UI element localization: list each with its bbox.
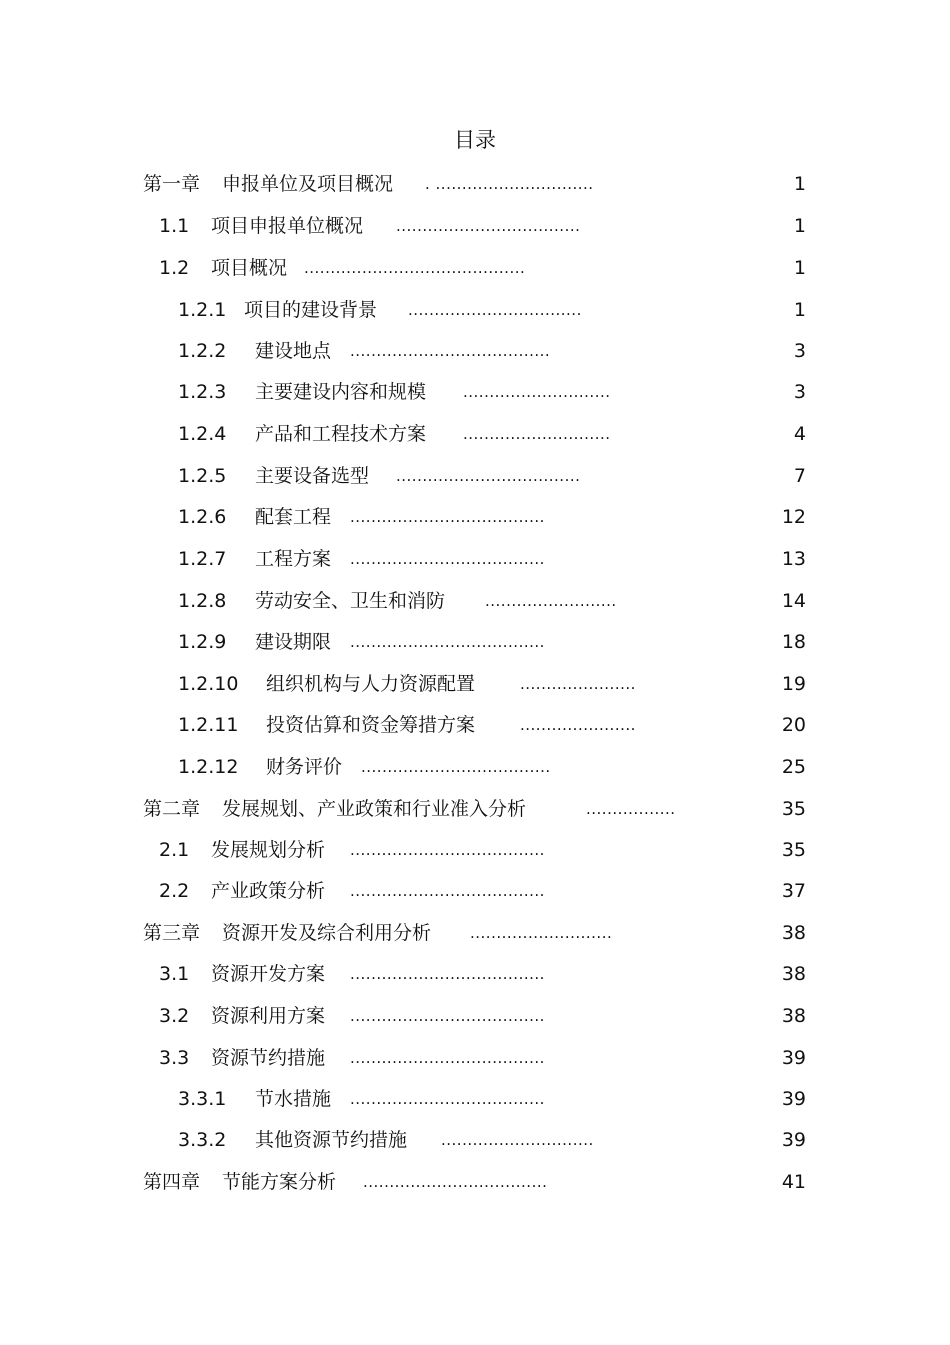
toc-entry-number: 1.2.10	[178, 673, 239, 695]
toc-entry-number: 1.2.11	[178, 714, 239, 736]
toc-entry-leader: .....................................	[350, 550, 545, 568]
toc-entry-number: 1.2.5	[178, 465, 227, 487]
toc-entry-number: 1.2.6	[178, 506, 227, 528]
toc-entry-leader: ......................................	[350, 342, 551, 360]
toc-entry-leader: .....................................	[350, 965, 545, 983]
toc-entry-page: 13	[781, 548, 806, 570]
toc-entry-leader: ......................	[520, 675, 636, 693]
toc-entry-subsection[interactable]	[0, 753, 950, 781]
toc-entry-leader: .....................................	[350, 508, 545, 526]
toc-entry-subsection[interactable]	[0, 420, 950, 448]
toc-entry-section[interactable]	[0, 254, 950, 282]
toc-entry-label: 劳动安全、卫生和消防	[255, 590, 446, 612]
toc-entry-number: 3.3	[159, 1047, 190, 1069]
toc-entry-page: 4	[793, 423, 806, 445]
toc-entry-subsection[interactable]	[0, 503, 950, 531]
toc-entry-page: 3	[793, 381, 806, 403]
toc-entry-label: 资源利用方案	[211, 1005, 326, 1027]
toc-entry-label: 资源开发方案	[211, 963, 326, 985]
toc-entry-label: 节能方案分析	[222, 1171, 337, 1193]
toc-entry-number: 3.3.2	[178, 1129, 227, 1151]
toc-entry-label: 发展规划分析	[211, 839, 326, 861]
toc-entry-leader: .........................	[485, 592, 617, 610]
toc-entry-section[interactable]	[0, 1044, 950, 1072]
toc-entry-leader: .....................................	[350, 633, 545, 651]
toc-entry-number: 3.2	[159, 1005, 190, 1027]
toc-entry-number: 1.1	[159, 215, 190, 237]
toc-entry-label: 项目的建设背景	[244, 299, 378, 321]
toc-entry-subsection[interactable]	[0, 587, 950, 615]
toc-entry-number: 1.2	[159, 257, 190, 279]
toc-entry-page: 38	[781, 1005, 806, 1027]
toc-entry-page: 18	[781, 631, 806, 653]
toc-entry-number: 3.1	[159, 963, 190, 985]
toc-entry-label: 资源开发及综合利用分析	[222, 922, 432, 944]
toc-entry-page: 1	[793, 257, 806, 279]
toc-entry-leader: .....................................	[350, 1007, 545, 1025]
toc-entry-subsection[interactable]	[0, 545, 950, 573]
toc-entry-section[interactable]	[0, 1002, 950, 1030]
toc-entry-number: 第三章	[143, 922, 201, 944]
toc-entry-chapter[interactable]	[0, 1168, 950, 1196]
toc-entry-page: 39	[781, 1129, 806, 1151]
toc-entry-page: 37	[781, 880, 806, 902]
toc-entry-leader: .................................	[408, 301, 582, 319]
toc-entry-leader: .....................................	[350, 1049, 545, 1067]
toc-entry-subsection[interactable]	[0, 1126, 950, 1154]
toc-entry-label: 发展规划、产业政策和行业准入分析	[222, 798, 527, 820]
toc-entry-number: 第二章	[143, 798, 201, 820]
toc-entry-leader: ....................................	[361, 758, 551, 776]
toc-entry-page: 20	[781, 714, 806, 736]
toc-entry-page: 19	[781, 673, 806, 695]
toc-entry-label: 产品和工程技术方案	[255, 423, 427, 445]
toc-entry-chapter[interactable]	[0, 795, 950, 823]
toc-entry-page: 41	[781, 1171, 806, 1193]
toc-entry-page: 7	[793, 465, 806, 487]
toc-entry-leader: . ..............................	[425, 175, 594, 193]
toc-entry-number: 1.2.7	[178, 548, 227, 570]
toc-entry-number: 1.2.1	[178, 299, 227, 321]
toc-entry-subsection[interactable]	[0, 1085, 950, 1113]
toc-entry-label: 资源节约措施	[211, 1047, 326, 1069]
toc-entry-page: 1	[793, 173, 806, 195]
toc-entry-section[interactable]	[0, 836, 950, 864]
toc-entry-leader: ...........................	[470, 924, 613, 942]
toc-entry-page: 12	[781, 506, 806, 528]
toc-entry-number: 1.2.2	[178, 340, 227, 362]
toc-entry-label: 项目申报单位概况	[211, 215, 364, 237]
toc-entry-page: 38	[781, 922, 806, 944]
toc-entry-number: 2.1	[159, 839, 190, 861]
toc-entry-page: 35	[781, 798, 806, 820]
toc-entry-number: 3.3.1	[178, 1088, 227, 1110]
toc-entry-label: 节水措施	[255, 1088, 332, 1110]
toc-entry-subsection[interactable]	[0, 337, 950, 365]
toc-entry-leader: .....................................	[350, 1090, 545, 1108]
toc-entry-page: 1	[793, 215, 806, 237]
toc-entry-subsection[interactable]	[0, 670, 950, 698]
toc-entry-page: 39	[781, 1088, 806, 1110]
toc-entry-page: 39	[781, 1047, 806, 1069]
toc-entry-label: 建设地点	[255, 340, 332, 362]
toc-entry-section[interactable]	[0, 212, 950, 240]
toc-entry-section[interactable]	[0, 877, 950, 905]
toc-title: 目录	[454, 128, 496, 152]
toc-entry-label: 财务评价	[266, 756, 343, 778]
toc-entry-leader: ...................................	[396, 467, 581, 485]
toc-entry-chapter[interactable]	[0, 919, 950, 947]
toc-entry-subsection[interactable]	[0, 378, 950, 406]
toc-entry-leader: .................	[586, 800, 676, 818]
toc-entry-label: 申报单位及项目概况	[222, 173, 394, 195]
toc-entry-label: 配套工程	[255, 506, 332, 528]
toc-entry-number: 1.2.8	[178, 590, 227, 612]
toc-entry-page: 3	[793, 340, 806, 362]
toc-entry-page: 1	[793, 299, 806, 321]
toc-entry-leader: .............................	[441, 1131, 594, 1149]
toc-entry-label: 主要设备选型	[255, 465, 370, 487]
toc-entry-leader: ...................................	[396, 217, 581, 235]
toc-entry-label: 建设期限	[255, 631, 332, 653]
toc-entry-leader: ............................	[463, 425, 611, 443]
toc-entry-number: 1.2.3	[178, 381, 227, 403]
toc-entry-label: 项目概况	[211, 257, 288, 279]
toc-entry-label: 其他资源节约措施	[255, 1129, 408, 1151]
toc-entry-number: 1.2.9	[178, 631, 227, 653]
toc-entry-leader: .....................................	[350, 841, 545, 859]
toc-entry-number: 第一章	[143, 173, 201, 195]
toc-entry-chapter[interactable]	[0, 170, 950, 198]
toc-entry-label: 主要建设内容和规模	[255, 381, 427, 403]
toc-entry-number: 第四章	[143, 1171, 201, 1193]
toc-entry-page: 14	[781, 590, 806, 612]
toc-entry-subsection[interactable]	[0, 296, 950, 324]
toc-entry-page: 35	[781, 839, 806, 861]
toc-entry-label: 工程方案	[255, 548, 332, 570]
toc-entry-page: 38	[781, 963, 806, 985]
toc-entry-label: 产业政策分析	[211, 880, 326, 902]
toc-entry-leader: ............................	[463, 383, 611, 401]
toc-entry-label: 组织机构与人力资源配置	[266, 673, 476, 695]
toc-entry-page: 25	[781, 756, 806, 778]
toc-entry-section[interactable]	[0, 960, 950, 988]
toc-entry-number: 1.2.12	[178, 756, 239, 778]
toc-entry-leader: ......................	[520, 716, 636, 734]
toc-entry-label: 投资估算和资金筹措方案	[266, 714, 476, 736]
toc-entry-subsection[interactable]	[0, 628, 950, 656]
toc-entry-leader: ..........................................	[304, 259, 526, 277]
toc-entry-subsection[interactable]	[0, 711, 950, 739]
toc-entry-subsection[interactable]	[0, 462, 950, 490]
toc-entry-number: 1.2.4	[178, 423, 227, 445]
toc-entry-leader: ...................................	[363, 1173, 548, 1191]
toc-entry-number: 2.2	[159, 880, 190, 902]
toc-entry-leader: .....................................	[350, 882, 545, 900]
